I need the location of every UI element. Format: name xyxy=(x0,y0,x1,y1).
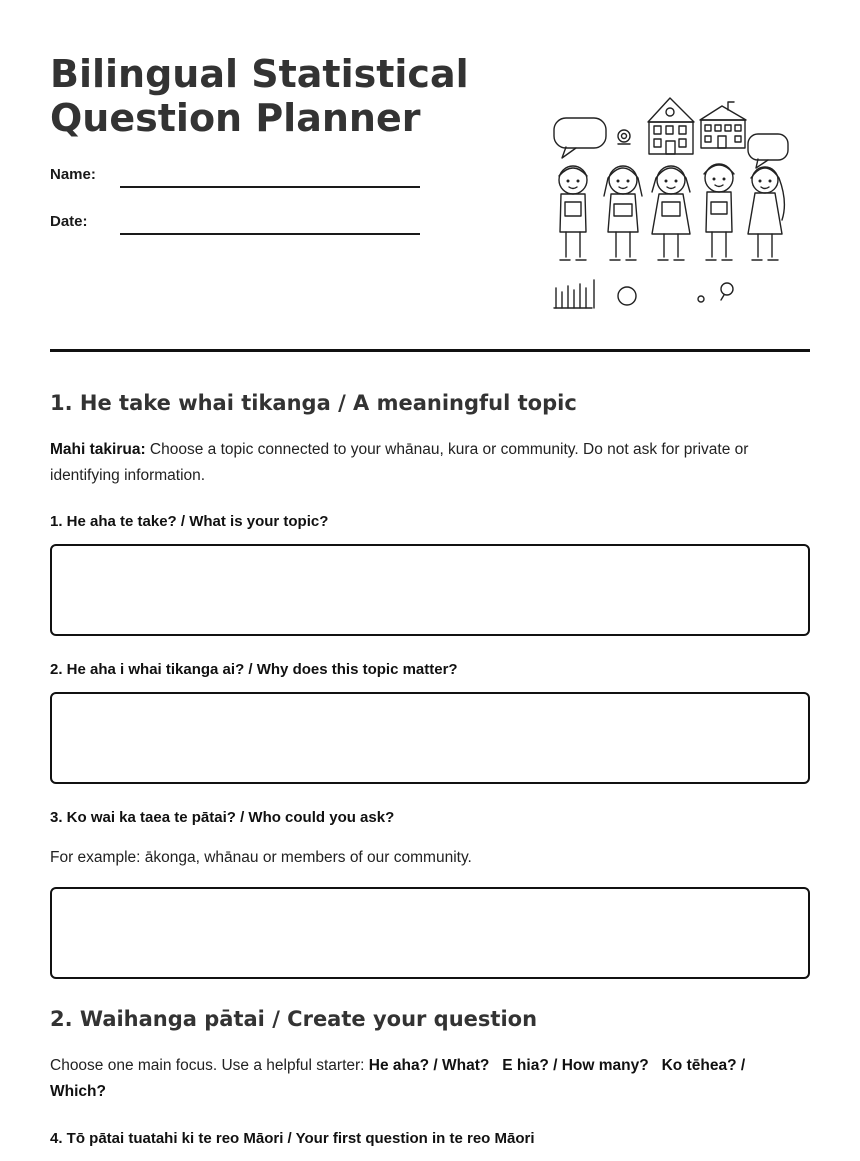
title-line-1: Bilingual Statistical xyxy=(50,52,469,96)
question-3-label: 3. Ko wai ka taea te pātai? / Who could you ask? xyxy=(50,809,395,826)
question-starters: He aha? / What? E hia? / How many? Ko tēhea? / Which? xyxy=(50,1057,750,1100)
question-1-label: 1. He aha te take? / What is your topic? xyxy=(50,513,329,530)
task-label: Mahi takirua: xyxy=(50,441,146,458)
section1-heading: 1. He take whai tikanga / A meaningful topic xyxy=(50,391,577,415)
child-figure-1 xyxy=(559,166,587,260)
circle-icon xyxy=(618,287,636,305)
page-title xyxy=(50,52,470,140)
section2-intro xyxy=(50,1053,790,1105)
question-2-answer-box[interactable] xyxy=(50,692,810,784)
child-figure-3 xyxy=(652,166,690,260)
child-figure-4 xyxy=(704,164,734,260)
children-school-illustration xyxy=(548,92,798,314)
question-1-answer-box[interactable] xyxy=(50,544,810,636)
task-instruction xyxy=(50,437,790,489)
thought-bubble-icon xyxy=(721,283,733,300)
date-field[interactable] xyxy=(120,233,420,235)
speech-bubble-icon xyxy=(554,118,606,158)
location-pin-icon xyxy=(618,130,630,144)
section2-heading: 2. Waihanga pātai / Create your question xyxy=(50,1007,538,1031)
task-text: Choose a topic connected to your whānau, kura or community. Do not ask for private or identifying information. xyxy=(50,441,749,484)
date-label: Date: xyxy=(50,213,88,230)
question-3-answer-box[interactable] xyxy=(50,887,810,979)
child-figure-2 xyxy=(604,166,642,260)
bar-chart-icon xyxy=(554,280,594,308)
dot-icon xyxy=(698,296,704,302)
header-divider xyxy=(50,349,810,352)
child-figure-5 xyxy=(748,167,784,260)
example-text: For example: ākonga, whānau or members of our community. xyxy=(50,849,472,866)
name-label: Name: xyxy=(50,166,96,183)
speech-bubble-icon xyxy=(748,134,788,168)
title-line-2: Question Planner xyxy=(50,96,421,140)
question-2-label: 2. He aha i whai tikanga ai? / Why does this topic matter? xyxy=(50,661,458,678)
question-4-label: 4. Tō pātai tuatahi ki te reo Māori / Your first question in te reo Māori xyxy=(50,1130,535,1147)
school-building-icon xyxy=(648,98,694,154)
name-field[interactable] xyxy=(120,186,420,188)
school-building-icon xyxy=(700,102,746,148)
intro-text: Choose one main focus. Use a helpful starter: xyxy=(50,1057,365,1074)
